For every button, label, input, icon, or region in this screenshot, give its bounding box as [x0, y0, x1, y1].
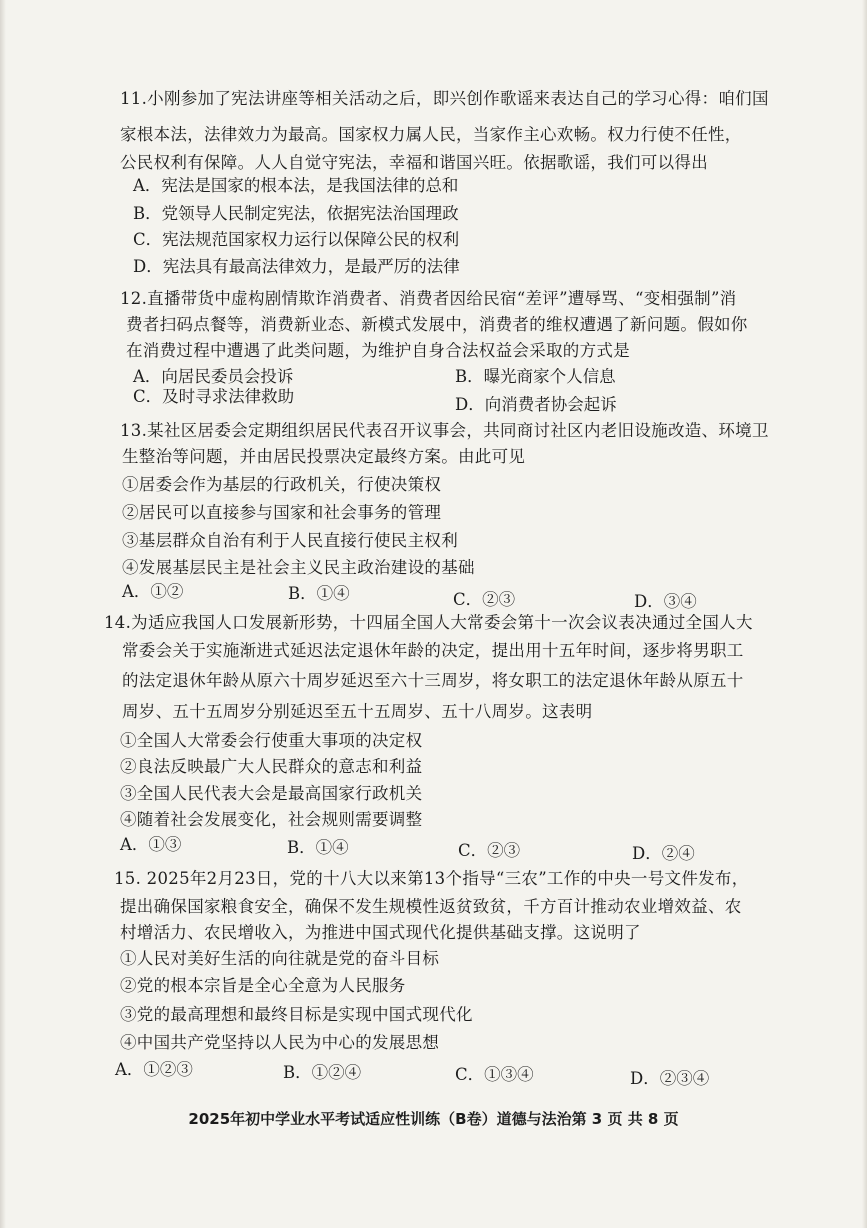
question-11-option-b: B．党领导人民制定宪法，依据宪法治国理政	[133, 204, 459, 223]
question-13-line-2: 生整治等问题，并由居民投票决定最终方案。由此可见	[122, 447, 526, 466]
question-13-option-b: B．①④	[288, 584, 350, 603]
question-14-statement-4: ④随着社会发展变化，社会规则需要调整	[120, 810, 423, 829]
question-14-line-4: 周岁、五十五周岁分别延迟至五十五周岁、五十八周岁。这表明	[122, 702, 593, 721]
question-13-option-a: A．①②	[122, 582, 184, 601]
question-15-statement-3: ③党的最高理想和最终目标是实现中国式现代化	[120, 1005, 473, 1024]
question-13-statement-4: ④发展基层民主是社会主义民主政治建设的基础	[122, 558, 475, 577]
question-14-option-d: D．②④	[632, 844, 695, 863]
question-15-option-a: A．①②③	[115, 1060, 193, 1079]
question-15-statement-2: ②党的根本宗旨是全心全意为人民服务	[120, 976, 406, 995]
question-15-option-c: C．①③④	[455, 1065, 534, 1084]
question-12-option-b: B．曝光商家个人信息	[455, 367, 616, 386]
question-13-statement-3: ③基层群众自治有利于人民直接行使民主权利	[122, 531, 458, 550]
question-13-option-c: C．②③	[453, 590, 516, 609]
question-14-statement-2: ②良法反映最广大人民群众的意志和利益	[120, 757, 423, 776]
scan-edge-left	[0, 0, 6, 1228]
question-13-line-1: 13.某社区居委会定期组织居民代表召开议事会，共同商讨社区内老旧设施改造、环境卫	[120, 421, 769, 440]
question-14-line-2: 常委会关于实施渐进式延迟法定退休年龄的决定，提出用十五年时间，逐步将男职工	[122, 641, 744, 660]
question-11-line-3: 公民权利有保障。人人自觉守宪法，幸福和谐国兴旺。依据歌谣，我们可以得出	[120, 153, 708, 172]
question-14-line-3: 的法定退休年龄从原六十周岁延迟至六十三周岁，将女职工的法定退休年龄从原五十	[122, 671, 744, 690]
question-12-line-3: 在消费过程中遭遇了此类问题，为维护自身合法权益会采取的方式是	[126, 341, 630, 360]
page-footer: 2025年初中学业水平考试适应性训练（B卷）道德与法治第 3 页 共 8 页	[188, 1110, 679, 1128]
question-11-line-2: 家根本法，法律效力为最高。国家权力属人民，当家作主心欢畅。权力行使不任性，	[120, 125, 742, 144]
question-11-line-1: 11.小刚参加了宪法讲座等相关活动之后，即兴创作歌谣来表达自己的学习心得：咱们国	[120, 89, 769, 108]
question-12-option-a: A．向居民委员会投诉	[133, 367, 294, 386]
question-15-line-2: 提出确保国家粮食安全，确保不发生规模性返贫致贫，千方百计推动农业增效益、农	[120, 897, 742, 916]
question-14-statement-3: ③全国人民代表大会是最高国家行政机关	[120, 784, 423, 803]
question-12-line-2: 费者扫码点餐等，消费新业态、新模式发展中，消费者的维权遭遇了新问题。假如你	[126, 315, 748, 334]
question-15-statement-1: ①人民对美好生活的向往就是党的奋斗目标	[120, 949, 440, 968]
question-13-option-d: D．③④	[634, 592, 697, 611]
question-15-option-d: D．②③④	[630, 1069, 710, 1088]
question-12-option-c: C．及时寻求法律救助	[133, 387, 295, 406]
question-14-option-b: B．①④	[287, 838, 349, 857]
question-11-option-a: A．宪法是国家的根本法，是我国法律的总和	[133, 176, 459, 195]
question-15-line-1: 15. 2025年2月23日，党的十八大以来第13个指导“三农”工作的中央一号文件发布，	[114, 869, 749, 888]
question-13-statement-2: ②居民可以直接参与国家和社会事务的管理	[122, 503, 442, 522]
question-14-line-1: 14.为适应我国人口发展新形势，十四届全国人大常委会第十一次会议表决通过全国人大	[104, 613, 753, 632]
question-11-option-d: D．宪法具有最高法律效力，是最严厉的法律	[133, 257, 460, 276]
question-15-option-b: B．①②④	[283, 1063, 362, 1082]
scan-edge-right	[862, 0, 867, 1228]
question-12-line-1: 12.直播带货中虚构剧情欺诈消费者、消费者因给民宿“差评”遭辱骂、“变相强制”消	[120, 289, 737, 308]
question-15-statement-4: ④中国共产党坚持以人民为中心的发展思想	[120, 1033, 440, 1052]
question-11-option-c: C．宪法规范国家权力运行以保障公民的权利	[133, 230, 460, 249]
question-14-option-a: A．①③	[120, 835, 182, 854]
question-15-line-3: 村增活力、农民增收入，为推进中国式现代化提供基础支撑。这说明了	[120, 923, 641, 942]
question-14-statement-1: ①全国人大常委会行使重大事项的决定权	[120, 731, 423, 750]
question-13-statement-1: ①居委会作为基层的行政机关，行使决策权	[122, 475, 442, 494]
question-12-option-d: D．向消费者协会起诉	[455, 395, 617, 414]
question-14-option-c: C．②③	[458, 841, 521, 860]
